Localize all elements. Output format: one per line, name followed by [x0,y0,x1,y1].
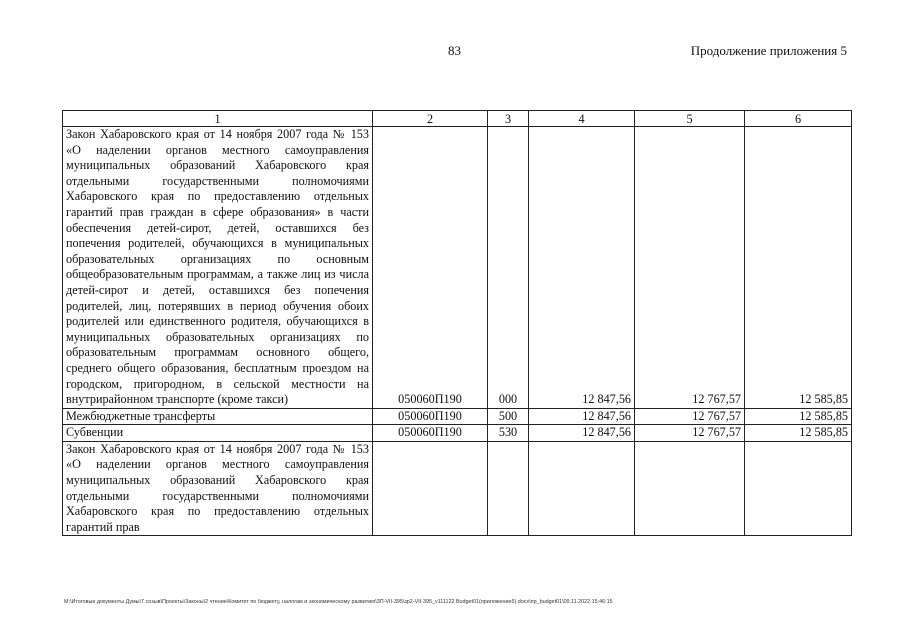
expense-type-code: 000 [488,127,529,409]
column-header: 3 [488,111,529,127]
target-article-code: 050060П190 [373,127,488,409]
column-header: 1 [63,111,373,127]
page-number: 83 [448,43,461,58]
column-header: 4 [529,111,635,127]
expense-type-code: 500 [488,408,529,425]
amount-year-2: 12 767,57 [635,408,745,425]
amount-year-1: 12 847,56 [529,408,635,425]
table-row [63,441,852,536]
expense-type-code: 530 [488,425,529,442]
column-header: 6 [745,111,852,127]
amount-year-1 [529,441,635,536]
table-row [63,408,852,425]
amount-year-3: 12 585,85 [745,127,852,409]
amount-year-1: 12 847,56 [529,127,635,409]
column-number-row [63,111,852,127]
row-name: Межбюджетные трансферты [63,408,373,425]
amount-year-3 [745,441,852,536]
target-article-code: 050060П190 [373,408,488,425]
amount-year-1: 12 847,56 [529,425,635,442]
target-article-code [373,441,488,536]
row-name: Закон Хабаровского края от 14 ноября 2007 года № 153 «О наделении органов местного самоуправления муниципальных образований Хабаровского края отдельными государственными полномочиями Хабаровского края по предоставлению отдельных гарантий прав граждан в сфере образования» в части обеспечения детей-сирот, детей, оставшихся без попечения родителей, обучающихся в муниципальных образовательных организациях по основным общеобразовательным программам, а также лиц из числа детей-сирот и детей, оставшихся без попечения родителей, лиц, потерявших в период обучения обоих родителей или единственного родителя, обучающихся в муниципальных образовательных организациях по образовательным программам основного общего, среднего общего образования, бесплатным проездом на городском, пригородном, в сельской местности на внутрирайонном транспорте (кроме такси) [63,127,373,409]
table-row [63,425,852,442]
document-file-path: M:\Итоговые документы Думы\7 созыв\Проекты\Законы\2 чтение\Комитет по бюджету, налогам и экономическому развитию\3П-VII-395\зр2-VII-395_v111122 Budget01(приложение5).docx\пр_budget01\09.11.2022 15:46:15 [64,599,613,605]
table-row [63,127,852,409]
amount-year-3: 12 585,85 [745,425,852,442]
row-name: Закон Хабаровского края от 14 ноября 2007 года № 153 «О наделении органов местного самоуправления муниципальных образований Хабаровского края отдельными государственными полномочиями Хабаровского края по предоставлению отдельных гарантий прав [63,441,373,536]
row-name: Субвенции [63,425,373,442]
amount-year-2 [635,441,745,536]
amount-year-2: 12 767,57 [635,127,745,409]
column-header: 5 [635,111,745,127]
expense-type-code [488,441,529,536]
budget-table [62,110,852,536]
column-header: 2 [373,111,488,127]
amount-year-3: 12 585,85 [745,408,852,425]
amount-year-2: 12 767,57 [635,425,745,442]
target-article-code: 050060П190 [373,425,488,442]
appendix-continuation-label: Продолжение приложения 5 [690,43,847,58]
